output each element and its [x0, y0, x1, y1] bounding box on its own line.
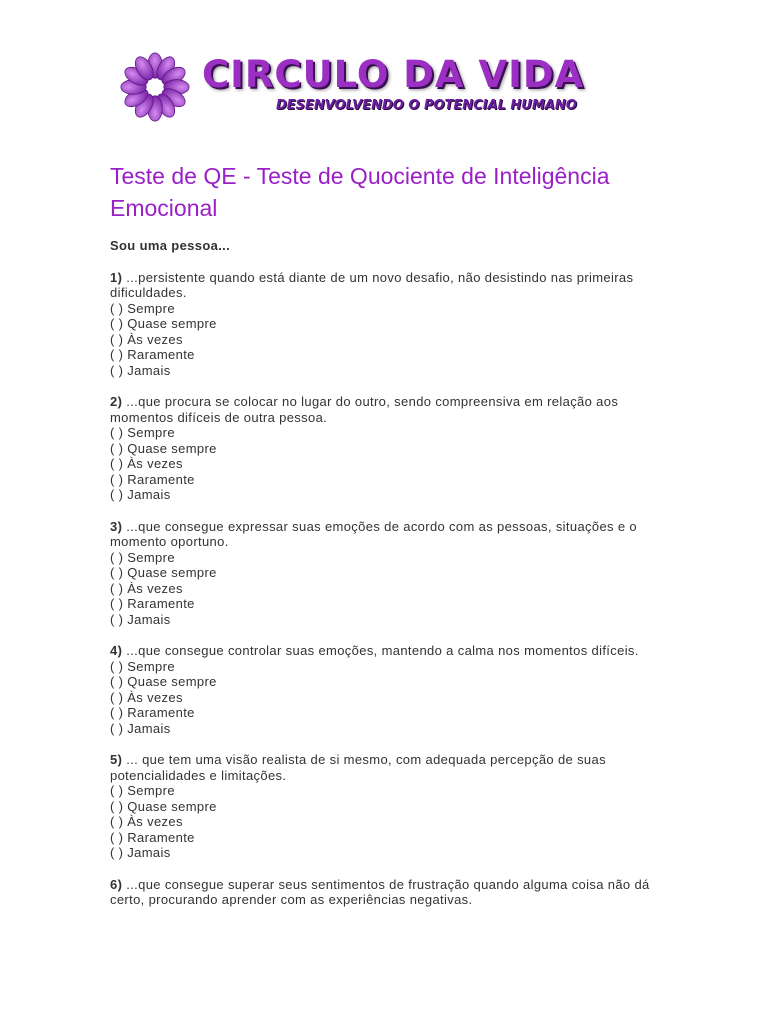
answer-option[interactable]: ( ) Quase sempre [110, 674, 217, 689]
brand-subtitle: DESENVOLVENDO O POTENCIAL HUMANO [276, 98, 577, 113]
answer-option[interactable]: ( ) Quase sempre [110, 798, 217, 814]
question-statement: ...persistente quando está diante de um novo desafio, não desistindo nas primeiras dificuldades. [110, 269, 634, 300]
question-statement: ...que consegue superar seus sentimentos de frustração quando alguma coisa não dá certo, procurando aprender com as experiências negativas. [110, 876, 650, 907]
question-text [110, 643, 658, 659]
answer-option[interactable]: ( ) Às vezes [110, 456, 183, 471]
answer-option[interactable]: ( ) Às vezes [110, 331, 183, 347]
answer-option[interactable]: ( ) Jamais [110, 362, 171, 378]
question-number: 5) [110, 752, 123, 767]
question-number: 4) [110, 643, 123, 658]
question-statement: ...que consegue expressar suas emoções de acordo com as pessoas, situações e o momento oportuno. [110, 518, 637, 549]
answer-option[interactable]: ( ) Sempre [110, 300, 175, 316]
answer-option[interactable]: ( ) Jamais [110, 487, 171, 502]
brand-title: CIRCULO DA VIDA [202, 53, 585, 96]
answer-option[interactable]: ( ) Sempre [110, 658, 175, 674]
answer-option[interactable]: ( ) Quase sempre [110, 440, 217, 456]
answer-options [110, 301, 658, 379]
question-text [110, 394, 658, 425]
answer-options [110, 550, 658, 628]
intro-text: Sou uma pessoa... [110, 238, 231, 253]
answer-options [110, 425, 658, 503]
answer-option[interactable]: ( ) Raramente [110, 705, 195, 720]
answer-options [110, 783, 658, 861]
answer-option[interactable]: ( ) Jamais [110, 845, 171, 860]
question-number: 3) [110, 518, 123, 534]
answer-option[interactable]: ( ) Sempre [110, 783, 175, 798]
question-text [110, 270, 658, 301]
questionnaire [110, 238, 658, 924]
page-title: Teste de QE - Teste de Quociente de Inteligência Emocional [110, 163, 610, 221]
question-number: 1) [110, 269, 123, 285]
question-list [110, 270, 658, 908]
question-number: 2) [110, 394, 123, 409]
answer-option[interactable]: ( ) Raramente [110, 829, 195, 845]
answer-option[interactable]: ( ) Raramente [110, 596, 195, 611]
answer-option[interactable]: ( ) Sempre [110, 425, 175, 440]
answer-option[interactable]: ( ) Raramente [110, 347, 195, 362]
answer-option[interactable]: ( ) Às vezes [110, 689, 183, 705]
answer-options [110, 659, 658, 737]
question-2 [110, 394, 658, 503]
question-6 [110, 877, 658, 908]
question-text [110, 519, 658, 550]
question-statement: ...que procura se colocar no lugar do outro, sendo compreensiva em relação aos momentos difíceis de outra pessoa. [110, 394, 619, 425]
question-statement: ... que tem uma visão realista de si mesmo, com adequada percepção de suas potencialidades e limitações. [110, 752, 606, 783]
question-text [110, 877, 658, 908]
answer-option[interactable]: ( ) Às vezes [110, 814, 183, 829]
question-1 [110, 270, 658, 379]
answer-option[interactable]: ( ) Às vezes [110, 580, 183, 596]
answer-option[interactable]: ( ) Quase sempre [110, 316, 217, 331]
question-5 [110, 752, 658, 861]
answer-option[interactable]: ( ) Jamais [110, 611, 171, 627]
answer-option[interactable]: ( ) Raramente [110, 471, 195, 487]
question-number: 6) [110, 876, 123, 892]
question-3 [110, 519, 658, 628]
question-4 [110, 643, 658, 736]
flower-icon [116, 48, 194, 126]
question-statement: ...que consegue controlar suas emoções, mantendo a calma nos momentos difíceis. [122, 643, 639, 658]
brand-header [112, 44, 660, 130]
question-text [110, 752, 658, 783]
answer-option[interactable]: ( ) Sempre [110, 549, 175, 565]
answer-option[interactable]: ( ) Jamais [110, 720, 171, 736]
answer-option[interactable]: ( ) Quase sempre [110, 565, 217, 580]
